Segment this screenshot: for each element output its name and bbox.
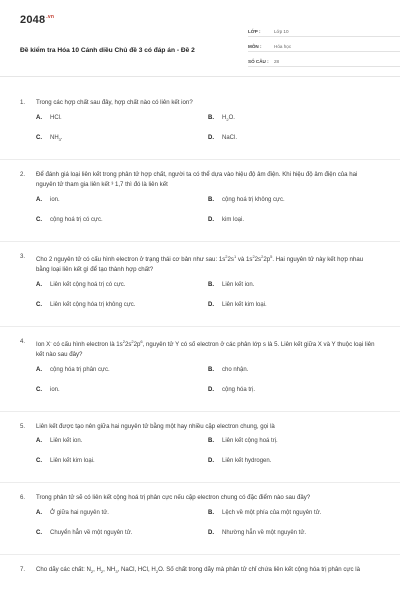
- answer-option[interactable]: [208, 387, 380, 407]
- option-text: Liên kết cộng hoá trị.: [222, 438, 278, 445]
- document-title: Đề kiểm tra Hóa 10 Cánh diều Chủ đề 3 có đáp án - Đề 2: [20, 47, 195, 54]
- option-text: cộng hoá trị có cực.: [50, 216, 103, 223]
- question-divider: [0, 482, 400, 483]
- answer-option[interactable]: [36, 135, 208, 155]
- answer-option[interactable]: [208, 530, 380, 550]
- option-letter: A.: [36, 438, 42, 445]
- option-text: Chuyển hẳn về một nguyên tử.: [50, 529, 133, 536]
- answer-option[interactable]: [208, 282, 380, 302]
- meta-value: 28: [274, 58, 280, 64]
- option-text: cộng hóa trị phân cực.: [50, 366, 110, 373]
- option-text: Nhường hẳn về một nguyên tử.: [222, 529, 307, 536]
- option-letter: C.: [36, 458, 42, 465]
- question-text: Cho 2 nguyên tử có cấu hình electron ở trạng thái cơ bản như sau: $1s^22s^1$ và $1s^22s^22p^5$. Hai nguyên tử này kết hợp nhau bằng loại liên kết gì để tạo thành hợp chất?: [36, 253, 364, 274]
- answer-option[interactable]: [208, 115, 380, 135]
- question-stem: [20, 422, 380, 433]
- option-text: Lệch về một phía của một nguyên tử.: [222, 509, 322, 516]
- question-divider: [0, 411, 400, 412]
- answer-option[interactable]: [36, 197, 208, 217]
- option-text: $NH_3$.: [50, 134, 63, 142]
- question-item: [20, 170, 380, 237]
- option-letter: C.: [36, 134, 42, 141]
- answer-option[interactable]: [208, 302, 380, 322]
- question-divider: [0, 554, 400, 555]
- answer-options: [36, 367, 380, 407]
- meta-value: Hóa học: [274, 43, 292, 49]
- answer-option[interactable]: [36, 367, 208, 387]
- option-letter: A.: [36, 281, 42, 288]
- option-letter: C.: [36, 386, 42, 393]
- question-divider: [0, 159, 400, 160]
- question-item: [20, 337, 380, 407]
- option-text: Liên kết cộng hóa trị không cực.: [50, 301, 136, 308]
- option-text: $H_2O$.: [222, 114, 235, 122]
- option-text: Liên kết ion.: [222, 281, 255, 288]
- question-stem: [20, 565, 380, 578]
- option-letter: B.: [208, 196, 214, 203]
- option-letter: B.: [208, 438, 214, 445]
- question-item: [20, 422, 380, 479]
- answer-options: [36, 197, 380, 237]
- option-text: Ở giữa hai nguyên tử.: [50, 509, 109, 516]
- option-text: Liên kết ion.: [50, 438, 83, 445]
- option-text: Liên kết kim loại.: [50, 458, 95, 465]
- header-divider: [0, 76, 400, 77]
- question-number: 3.: [20, 252, 26, 260]
- question-text: Liên kết được tạo nên giữa hai nguyên tử bằng một hay nhiều cặp electron chung, gọi là: [36, 422, 275, 430]
- question-stem: [20, 337, 380, 361]
- answer-option[interactable]: [208, 510, 380, 530]
- question-item: [20, 493, 380, 550]
- answer-option[interactable]: [208, 217, 380, 237]
- answer-option[interactable]: [208, 458, 380, 478]
- option-text: cộng hoá trị không cực.: [222, 196, 285, 203]
- question-list: [20, 98, 380, 577]
- option-text: ion.: [50, 386, 60, 393]
- question-number: 5.: [20, 422, 26, 430]
- answer-option[interactable]: [36, 510, 208, 530]
- question-text: Để đánh giá loại liên kết trong phân tử hợp chất, người ta có thể dựa vào hiệu độ âm điện. Khi hiệu độ âm điện của hai nguyên tử tham gia liên kết ³ 1,7 thì đó là liên kết: [36, 170, 358, 188]
- option-letter: B.: [208, 114, 214, 121]
- exam-meta-panel: [248, 26, 400, 71]
- option-text: Liên kết hydrogen.: [222, 458, 272, 465]
- option-text: NaCl.: [222, 134, 238, 141]
- meta-row-question-count: [248, 56, 400, 67]
- question-divider: [0, 326, 400, 327]
- option-letter: A.: [36, 366, 42, 373]
- option-letter: A.: [36, 114, 42, 121]
- meta-label: SỐ CÂU :: [248, 58, 269, 64]
- answer-option[interactable]: [36, 302, 208, 322]
- option-letter: C.: [36, 301, 42, 308]
- option-letter: B.: [208, 366, 214, 373]
- option-letter: C.: [36, 529, 42, 536]
- option-text: HCl.: [50, 114, 62, 121]
- option-text: cho nhận.: [222, 366, 249, 373]
- answer-options: [36, 282, 380, 322]
- answer-option[interactable]: [36, 282, 208, 302]
- question-number: 4.: [20, 337, 26, 345]
- option-text: Liên kết kim loại.: [222, 301, 267, 308]
- option-letter: B.: [208, 509, 214, 516]
- logo-main-text: 2048: [20, 14, 46, 26]
- meta-label: MÔN :: [248, 43, 262, 49]
- option-letter: B.: [208, 281, 214, 288]
- answer-option[interactable]: [36, 530, 208, 550]
- option-letter: D.: [208, 386, 214, 393]
- answer-option[interactable]: [36, 387, 208, 407]
- answer-option[interactable]: [36, 438, 208, 458]
- option-letter: D.: [208, 458, 214, 465]
- meta-value: Lớp 10: [274, 28, 289, 34]
- option-letter: D.: [208, 134, 214, 141]
- option-letter: D.: [208, 301, 214, 308]
- question-stem: [20, 170, 380, 191]
- meta-row-subject: [248, 41, 400, 52]
- question-item: [20, 252, 380, 322]
- site-logo[interactable]: [20, 14, 54, 26]
- option-letter: D.: [208, 216, 214, 223]
- answer-option[interactable]: [208, 367, 380, 387]
- exam-header: [20, 14, 380, 76]
- question-item: [20, 98, 380, 155]
- answer-option[interactable]: [208, 197, 380, 217]
- question-number: 1.: [20, 99, 26, 106]
- question-number: 2.: [20, 170, 26, 178]
- option-text: ion.: [50, 196, 60, 203]
- answer-option[interactable]: [36, 458, 208, 478]
- question-stem: [20, 98, 380, 109]
- question-text: Trong phân tử sẽ có liên kết cộng hoá trị phân cực nếu cặp electron chung có đặc điểm nào sau đây?: [36, 494, 311, 502]
- option-text: kim loại.: [222, 216, 245, 223]
- answer-option[interactable]: [36, 115, 208, 135]
- answer-option[interactable]: [36, 217, 208, 237]
- option-text: Liên kết cộng hoá trị có cực.: [50, 281, 126, 288]
- answer-option[interactable]: [208, 438, 380, 458]
- option-letter: A.: [36, 196, 42, 203]
- question-number: 6.: [20, 494, 26, 502]
- option-letter: D.: [208, 529, 214, 536]
- answer-options: [36, 510, 380, 550]
- question-stem: [20, 493, 380, 504]
- question-text: Cho dãy các chất: $N_2$, $H_2$, $NH_3$, NaCl, HCl, $H_2O$. Số chất trong dãy mà phân tử chỉ chứa liên kết cộng hóa trị phân cực là: [36, 565, 360, 574]
- option-text: cộng hóa trị.: [222, 386, 256, 393]
- meta-row-grade: [248, 26, 400, 37]
- meta-label: LỚP :: [248, 28, 261, 34]
- question-number: 7.: [20, 565, 26, 573]
- question-item: [20, 565, 380, 578]
- answer-options: [36, 115, 380, 155]
- option-letter: C.: [36, 216, 42, 223]
- option-letter: A.: [36, 509, 42, 516]
- question-divider: [0, 241, 400, 242]
- question-stem: [20, 252, 380, 276]
- answer-option[interactable]: [208, 135, 380, 155]
- answer-options: [36, 438, 380, 478]
- logo-suffix-text: .vn: [46, 14, 55, 21]
- question-text: Ion X- có cấu hình electron là $1s^22s^22p^6$, nguyên tử Y có số electron ở các phân lớp s là 5. Liên kết giữa X và Y thuộc loại liên kết nào sau đây?: [36, 338, 375, 359]
- question-text: Trong các hợp chất sau đây, hợp chất nào có liên kết ion?: [36, 99, 193, 106]
